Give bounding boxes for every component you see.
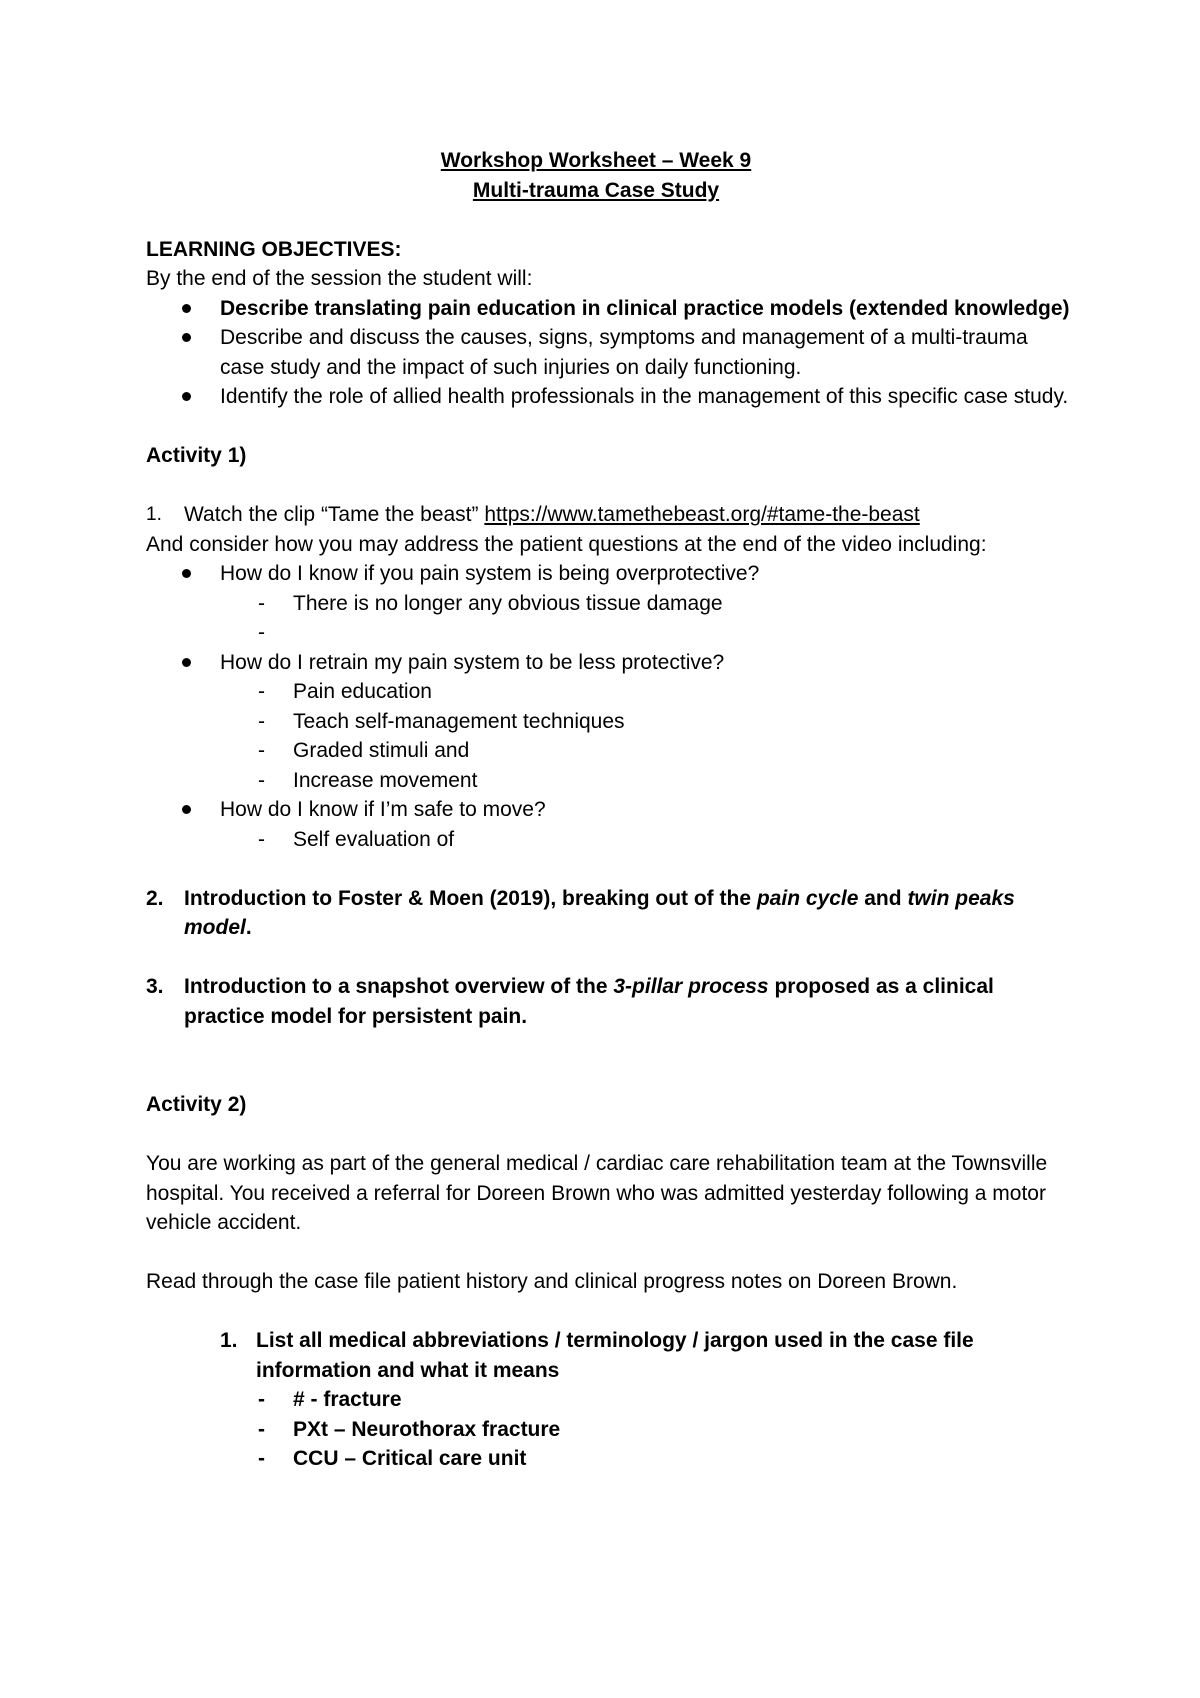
answer-list xyxy=(146,589,1076,648)
answer-item: - Increase movement xyxy=(258,768,478,792)
answer-item: - Teach self-management techniques xyxy=(258,709,625,733)
page-title: Workshop Worksheet – Week 9 xyxy=(440,149,752,172)
activity1-item-1: 1. Watch the clip “Tame the beast” https://www.tamethebeast.org/#tame-the-beast xyxy=(146,503,920,526)
activity1-consider: And consider how you may address the patient questions at the end of the video including: xyxy=(146,532,987,556)
answer-item: - Graded stimuli and xyxy=(258,739,470,762)
objectives-list xyxy=(146,294,1076,412)
abbreviation-list xyxy=(146,1385,1076,1474)
question-list xyxy=(146,795,1076,825)
abbreviation-item: - PXt – Neurothorax fracture xyxy=(258,1417,561,1441)
bullet-icon xyxy=(182,805,191,814)
objective-item: Describe translating pain education in clinical practice models (extended knowledge) xyxy=(146,294,1076,324)
activity2-paragraph-2: Read through the case file patient history and clinical progress notes on Doreen Brown. xyxy=(146,1270,958,1293)
activity2-heading: Activity 2) xyxy=(146,1093,247,1116)
bullet-icon xyxy=(182,392,191,401)
question-list xyxy=(146,648,1076,678)
answer-list xyxy=(146,677,1076,795)
activity1-heading: Activity 1) xyxy=(146,444,247,467)
abbreviation-item: - CCU – Critical care unit xyxy=(258,1447,527,1470)
activity1-item-3: 3. Introduction to a snapshot overview of the 3-pillar process proposed as a clinical practice model for persistent pain. xyxy=(146,975,994,1028)
activity2-paragraph-1: You are working as part of the general medical / cardiac care rehabilitation team at the Townsville hospital. You received a referral for Doreen Brown who was admitted yesterday following a motor vehicle accident. xyxy=(146,1152,1048,1234)
objectives-heading: LEARNING OBJECTIVES: xyxy=(146,237,402,261)
objective-item: Identify the role of allied health professionals in the management of this specific case study. xyxy=(146,382,1076,412)
answer-item: - xyxy=(258,621,265,644)
question-item: How do I know if I’m safe to move? xyxy=(146,795,1076,825)
bullet-icon xyxy=(182,569,191,578)
abbreviation-item: - # - fracture xyxy=(258,1388,402,1411)
question-item: How do I know if you pain system is being overprotective? xyxy=(146,559,1076,589)
activity2-task-1: 1. List all medical abbreviations / terminology / jargon used in the case file information and what it means xyxy=(220,1329,974,1382)
question-item: How do I retrain my pain system to be less protective? xyxy=(146,648,1076,678)
page-subtitle: Multi-trauma Case Study xyxy=(472,178,720,202)
document-content xyxy=(146,146,1076,1474)
answer-item: - Self evaluation of xyxy=(258,827,455,851)
activity1-item-2: 2. Introduction to Foster & Moen (2019), breaking out of the pain cycle and twin peaks model. xyxy=(146,886,1015,939)
answer-item: - There is no longer any obvious tissue damage xyxy=(258,591,723,615)
answer-list xyxy=(146,825,1076,855)
objectives-intro: By the end of the session the student will: xyxy=(146,267,533,290)
question-list xyxy=(146,559,1076,589)
tame-the-beast-link[interactable]: https://www.tamethebeast.org/#tame-the-beast xyxy=(484,503,920,526)
bullet-icon xyxy=(182,333,191,342)
bullet-icon xyxy=(182,658,191,667)
bullet-icon xyxy=(182,304,191,313)
answer-item: - Pain education xyxy=(258,680,432,703)
objective-item: Describe and discuss the causes, signs, symptoms and management of a multi-trauma case study and the impact of such injuries on daily functioning. xyxy=(146,323,1076,382)
